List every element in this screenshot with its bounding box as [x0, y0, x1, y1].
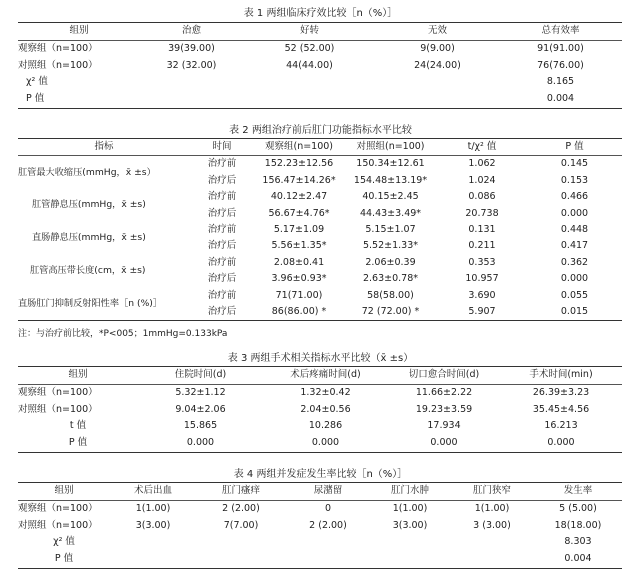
table4-header-cell: 肛门水肿 [370, 483, 450, 501]
table2-indicator-cell: 肛管最大收缩压(mmHg，x̄ ±s） [18, 166, 156, 178]
table1-chi-value: 8.165 [546, 76, 575, 88]
table3-cell: 0.000 [388, 435, 500, 452]
table4-group-cell: 观察组（n=100） [18, 502, 98, 514]
table3-cell: 10.286 [308, 420, 343, 432]
table4-cell: 3(3.00) [392, 519, 428, 531]
table2-header-cell: P 值 [527, 139, 622, 156]
table1-group-cell: 观察组（n=100） [18, 42, 98, 54]
table4-cell: 5 (5.00) [559, 502, 597, 514]
table2-cell: 2.08±0.41 [273, 256, 325, 268]
table2-cell: 5.17±1.09 [273, 224, 325, 236]
table4-cell: 1(1.00) [135, 502, 171, 514]
table2-time-cell: 治疗前 [207, 289, 237, 301]
table2-cell: 0.000 [560, 207, 589, 219]
table2-header-cell: 时间 [190, 139, 254, 156]
table2-cell: 0.015 [527, 304, 622, 321]
table2-indicator-cell: 肛管静息压(mmHg，x̄ ±s) [32, 199, 146, 211]
table3-cell: 2.04±0.56 [300, 403, 351, 415]
table3-header-cell: 手术时间(min) [500, 367, 622, 385]
table-row [18, 384, 622, 401]
table4-header-row [18, 483, 622, 501]
table2-cell: 0.417 [560, 240, 589, 252]
table2-title: 表 2 两组治疗前后肛门功能指标水平比较 [229, 125, 412, 136]
table4-header-cell: 尿潴留 [286, 483, 370, 501]
table2-cell: 154.48±13.19* [353, 174, 428, 186]
table2-time-cell: 治疗前 [207, 158, 237, 170]
table2-cell: 10.957 [465, 273, 499, 285]
table4-chi-label: χ² 值 [53, 536, 75, 548]
table2-cell: 0.086 [468, 191, 496, 203]
table2-time-cell: 治疗前 [207, 224, 237, 236]
table2-cell: 0.153 [560, 174, 589, 186]
table2-header-cell: 对照组(n=100) [344, 139, 437, 156]
table2-cell: 0.466 [560, 191, 589, 203]
table2-cell: 156.47±14.26* [262, 174, 336, 186]
table2-cell: 5.907 [437, 304, 527, 321]
table4-p-label: P 值 [18, 551, 110, 568]
table3-cell: 17.934 [427, 420, 461, 432]
table-row [18, 91, 622, 108]
table1-chi-label: χ² 值 [26, 76, 48, 88]
table3-cell: 9.04±2.06 [175, 403, 226, 415]
table3-header-cell: 术后疼痛时间(d) [263, 367, 388, 385]
table3-cell: 26.39±3.23 [532, 386, 590, 398]
table2-cell: 0.448 [560, 224, 589, 236]
table2-cell: 2.63±0.78* [362, 273, 418, 285]
table4-group-cell: 对照组（n=100） [18, 519, 98, 531]
table2-cell: 58(58.00) [367, 289, 414, 301]
table2-header-cell: t/χ² 值 [437, 139, 527, 156]
table4-header-cell: 发生率 [534, 483, 622, 501]
table1-header-cell: 好转 [243, 23, 376, 41]
table4-cell: 3 (3.00) [473, 519, 511, 531]
table2-cell: 71(71.00) [275, 289, 323, 301]
table2-cell: 56.67±4.76* [268, 207, 330, 219]
table2-cell: 3.96±0.93* [271, 273, 327, 285]
table1-cell: 44(44.00) [286, 59, 333, 71]
table-row [18, 255, 622, 271]
table2-indicator-cell: 肛管高压带长度(cm，x̄ ±s) [30, 265, 146, 277]
table2-cell: 86(86.00) * [254, 304, 344, 321]
table3-group-cell: 对照组（n=100） [18, 403, 98, 415]
table1 [18, 22, 622, 109]
table1-p-value: 0.004 [499, 91, 622, 108]
table2-cell: 2.06±0.39 [365, 256, 416, 268]
table-row [18, 40, 622, 57]
table2-time-cell: 治疗后 [207, 207, 237, 219]
table-row [18, 435, 622, 452]
table4-cell: 1(1.00) [392, 502, 428, 514]
table1-header-cell: 总有效率 [499, 23, 622, 41]
table1-cell: 91(91.00) [537, 42, 584, 54]
table4-cell: 0 [324, 502, 332, 514]
table-row [18, 500, 622, 517]
table2-cell: 5.15±1.07 [365, 224, 416, 236]
table3-cell: 5.32±1.12 [175, 386, 226, 398]
table3-cell: 15.865 [183, 420, 218, 432]
table1-header-cell: 组别 [18, 23, 140, 41]
table2-cell: 0.353 [468, 256, 496, 268]
table3-cell: 0.000 [263, 435, 388, 452]
table2-cell: 0.055 [560, 289, 589, 301]
table2-cell: 1.062 [468, 158, 496, 170]
table3-cell: 16.213 [544, 420, 578, 432]
table-row [18, 222, 622, 238]
table1-title: 表 1 两组临床疗效比较［n（%）］ [243, 8, 398, 19]
table2-time-cell: 治疗后 [207, 174, 237, 186]
table4-title: 表 4 两组并发症发生率比较［n（%）］ [233, 469, 408, 480]
table4-cell: 18(18.00) [554, 519, 602, 531]
table-row [18, 156, 622, 173]
table-row [18, 74, 622, 91]
table2-indicator-cell: 直肠肛门抑制反射阳性率［n (%)］ [18, 288, 190, 321]
table2-cell: 5.52±1.33* [362, 240, 418, 252]
table-row [18, 288, 622, 304]
table2-cell: 0.000 [560, 273, 589, 285]
table2-cell: 44.43±3.49* [359, 207, 422, 219]
table3-header-cell: 组别 [18, 367, 138, 385]
table2-cell: 72 (72.00) * [344, 304, 437, 321]
table3-cell: 35.45±4.56 [532, 403, 590, 415]
table4-header-cell: 术后出血 [110, 483, 196, 501]
table3-cell: 19.23±3.59 [415, 403, 473, 415]
table3-header-cell: 住院时间(d) [138, 367, 263, 385]
table2-note: 注：与治疗前比较，*P<005；1mmHg=0.133kPa [18, 329, 228, 339]
table2-cell: 0.211 [468, 240, 496, 252]
table1-header-cell: 治愈 [140, 23, 243, 41]
table1-cell: 32 (32.00) [166, 59, 217, 71]
table2-header-row [18, 139, 622, 156]
table-row [18, 534, 622, 551]
table2-header-cell: 观察组(n=100) [254, 139, 344, 156]
table4-cell: 2 (2.00) [222, 502, 260, 514]
table4-p-value: 0.004 [534, 551, 622, 568]
table1-cell: 76(76.00) [537, 59, 584, 71]
table2 [18, 138, 622, 321]
table2-time-cell: 治疗前 [207, 256, 237, 268]
table-row [18, 58, 622, 75]
table4-cell: 7(7.00) [223, 519, 259, 531]
table4-header-cell: 组别 [18, 483, 110, 501]
table1-group-cell: 对照组（n=100） [18, 59, 98, 71]
table2-cell: 20.738 [465, 207, 499, 219]
table4-header-cell: 肛门狭窄 [450, 483, 534, 501]
table2-cell: 0.131 [468, 224, 496, 236]
table-row [18, 402, 622, 419]
table1-cell: 9(9.00) [420, 42, 455, 54]
table1-cell: 24(24.00) [414, 59, 461, 71]
table1-cell: 39(39.00) [168, 42, 215, 54]
table2-cell: 5.56±1.35* [271, 240, 327, 252]
table2-time-cell: 治疗后 [207, 240, 237, 252]
table4-cell: 3(3.00) [135, 519, 171, 531]
table2-time-cell: 治疗后 [207, 273, 237, 285]
table1-header-cell: 无效 [376, 23, 499, 41]
table2-cell: 40.12±2.47 [270, 191, 328, 203]
table2-cell: 3.690 [468, 289, 496, 301]
table-row [18, 418, 622, 435]
table3-title: 表 3 两组手术相关指标水平比较（x̄ ±s） [227, 353, 414, 364]
table2-cell: 0.362 [560, 256, 589, 268]
table3-header-row [18, 367, 622, 385]
table4-chi-value: 8.303 [564, 536, 592, 548]
table4-header-cell: 肛门瘙痒 [196, 483, 286, 501]
table3-stat-label: P 值 [18, 435, 138, 452]
table-row [18, 189, 622, 205]
table3-group-cell: 观察组（n=100） [18, 386, 98, 398]
table3-stat-label: t 值 [69, 420, 87, 432]
table3-cell: 0.000 [500, 435, 622, 452]
table2-cell: 40.15±2.45 [362, 191, 419, 203]
table2-cell: 1.024 [468, 174, 496, 186]
table4 [18, 482, 622, 569]
table4-cell: 1(1.00) [474, 502, 510, 514]
table-row [18, 518, 622, 535]
table2-cell: 0.145 [560, 158, 589, 170]
table1-header-row [18, 23, 622, 41]
table3-header-cell: 切口愈合时间(d) [388, 367, 500, 385]
table2-indicator-cell: 直肠静息压(mmHg，x̄ ±s) [32, 232, 146, 244]
table1-cell: 52 (52.00) [284, 42, 335, 54]
table-row [18, 551, 622, 568]
table1-p-label: P 值 [18, 91, 140, 108]
table3 [18, 366, 622, 453]
table2-cell: 152.23±12.56 [264, 158, 334, 170]
table2-time-cell: 治疗后 [190, 304, 254, 321]
table3-cell: 11.66±2.22 [415, 386, 473, 398]
table3-cell: 0.000 [138, 435, 263, 452]
table2-header-cell: 指标 [18, 139, 190, 156]
table3-cell: 1.32±0.42 [300, 386, 351, 398]
table2-time-cell: 治疗前 [207, 191, 237, 203]
table4-cell: 2 (2.00) [309, 519, 347, 531]
table2-cell: 150.34±12.61 [356, 158, 425, 170]
